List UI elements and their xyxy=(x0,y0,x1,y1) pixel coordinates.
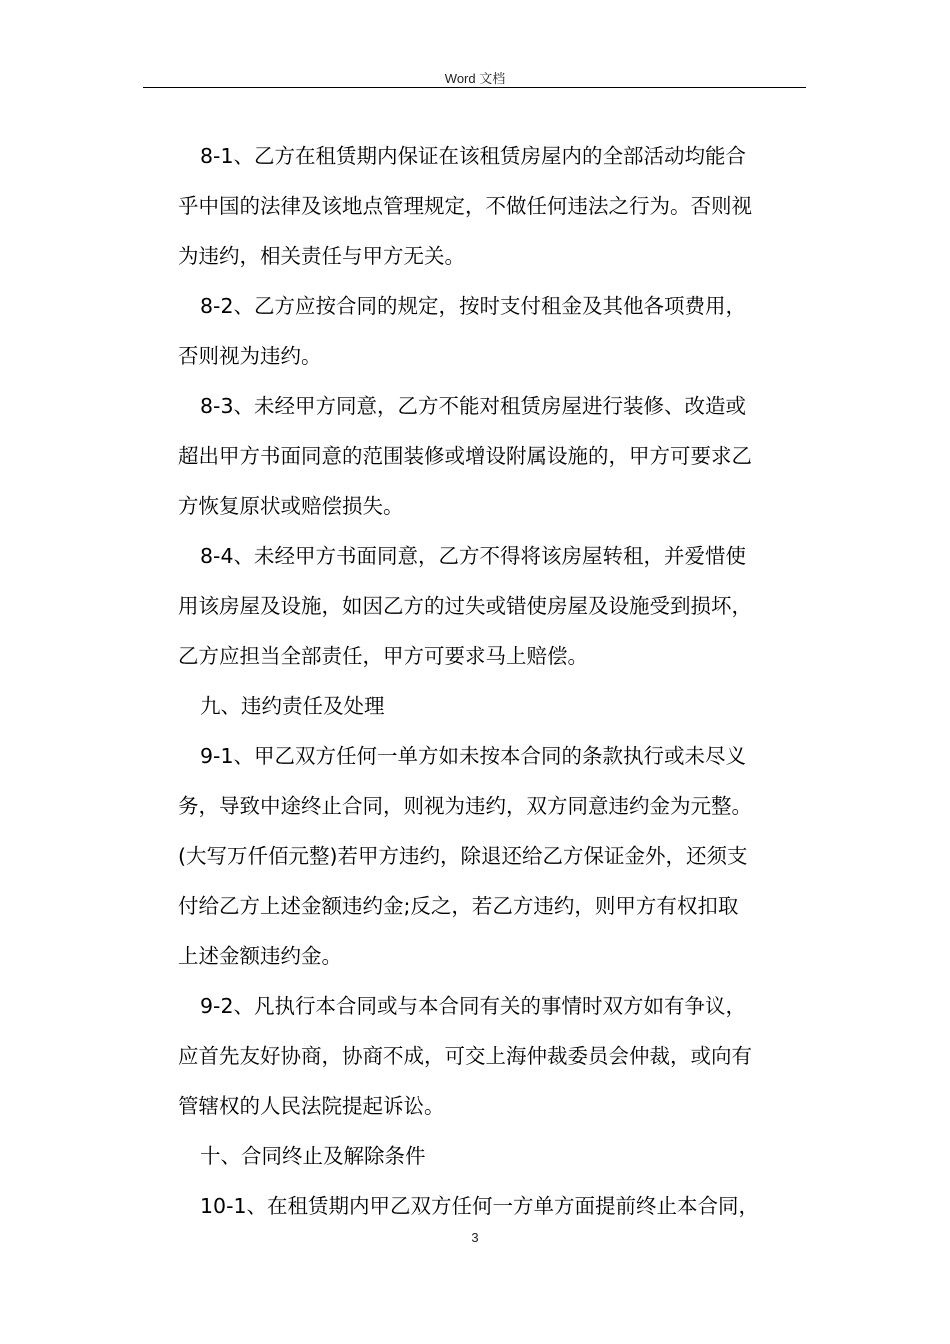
text-line: 8-3、未经甲方同意，乙方不能对租赁房屋进行装修、改造或 xyxy=(200,394,746,418)
page-header: Word 文档 xyxy=(444,71,506,86)
text-line: 付给乙方上述金额违约金;反之，若乙方违约，则甲方有权扣取 xyxy=(178,894,739,918)
text-line: 9-1、甲乙双方任何一单方如未按本合同的条款执行或未尽义 xyxy=(200,744,746,768)
text-line: 9-2、凡执行本合同或与本合同有关的事情时双方如有争议， xyxy=(200,994,746,1018)
text-line: 乙方应担当全部责任，甲方可要求马上赔偿。 xyxy=(178,644,588,668)
document-body xyxy=(178,131,810,1231)
section-heading: 十、合同终止及解除条件 xyxy=(200,1144,426,1168)
text-line: 务，导致中途终止合同，则视为违约，双方同意违约金为元整。 xyxy=(178,794,752,818)
text-line: 8-1、乙方在租赁期内保证在该租赁房屋内的全部活动均能合 xyxy=(200,144,746,168)
header-divider xyxy=(143,87,806,88)
text-line: 上述金额违约金。 xyxy=(178,944,342,968)
text-line: 8-2、乙方应按合同的规定，按时支付租金及其他各项费用， xyxy=(200,294,746,318)
text-line: 方恢复原状或赔偿损失。 xyxy=(178,494,404,518)
text-line: 管辖权的人民法院提起诉讼。 xyxy=(178,1094,445,1118)
text-line: 乎中国的法律及该地点管理规定，不做任何违法之行为。否则视 xyxy=(178,194,752,218)
text-line: 否则视为违约。 xyxy=(178,344,322,368)
text-line: (大写万仟佰元整)若甲方违约，除退还给乙方保证金外，还须支 xyxy=(178,844,748,868)
text-line: 超出甲方书面同意的范围装修或增设附属设施的，甲方可要求乙 xyxy=(178,444,752,468)
text-line: 用该房屋及设施，如因乙方的过失或错使房屋及设施受到损坏， xyxy=(178,594,752,618)
text-line: 10-1、在租赁期内甲乙双方任何一方单方面提前终止本合同， xyxy=(200,1194,760,1218)
section-heading: 九、违约责任及处理 xyxy=(200,694,385,718)
text-line: 应首先友好协商，协商不成，可交上海仲裁委员会仲裁，或向有 xyxy=(178,1044,752,1068)
text-line: 8-4、未经甲方书面同意，乙方不得将该房屋转租，并爱惜使 xyxy=(200,544,746,568)
text-line: 为违约，相关责任与甲方无关。 xyxy=(178,244,465,268)
page-number: 3 xyxy=(471,1230,479,1245)
